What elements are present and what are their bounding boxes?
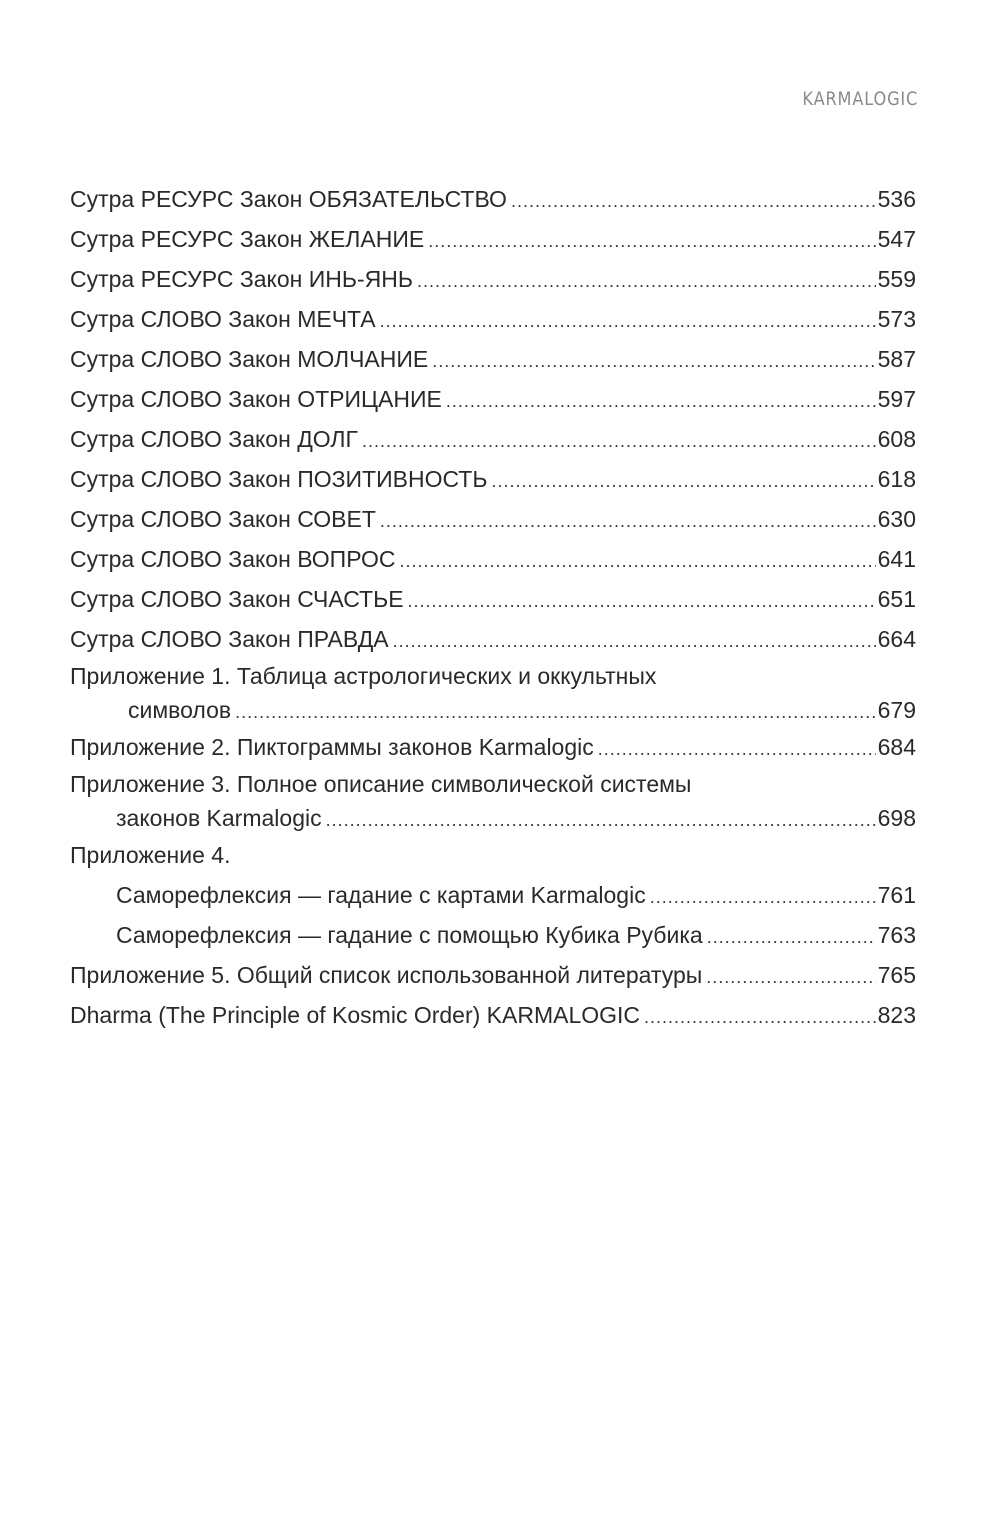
- dot-leader: [408, 581, 876, 621]
- toc-entry-label: Сутра СЛОВО Закон СОВЕТ: [70, 506, 376, 532]
- dot-leader: [235, 695, 876, 729]
- dot-leader: [362, 421, 876, 461]
- toc-entry-appendix-2[interactable]: [70, 727, 916, 767]
- toc-entry[interactable]: [70, 259, 916, 299]
- toc-entry-page: 684: [877, 734, 916, 760]
- toc-entry-label: Сутра СЛОВО Закон СЧАСТЬЕ: [70, 586, 404, 612]
- toc-entry-page: 698: [877, 805, 916, 831]
- toc-entry-page: 765: [877, 962, 916, 988]
- toc-entry[interactable]: [70, 219, 916, 259]
- toc-entry[interactable]: [70, 579, 916, 619]
- toc-entry-label-line1: Приложение 1. Таблица астрологических и оккультных: [70, 663, 657, 689]
- toc-entry-page: 763: [877, 922, 916, 948]
- dot-leader: [428, 221, 875, 261]
- toc-entry-label: Саморефлексия — гадание с помощью Кубика Рубика: [116, 922, 703, 948]
- toc-entry-label: Dharma (The Principle of Kosmic Order) KARMALOGIC: [70, 1002, 641, 1028]
- toc-entry-label: Сутра СЛОВО Закон ДОЛГ: [70, 426, 358, 452]
- toc-entry-appendix-1[interactable]: [70, 659, 916, 727]
- toc-entry-page: 608: [877, 426, 916, 452]
- toc-entry-page: 664: [877, 626, 916, 652]
- toc-entry-page: 573: [877, 306, 916, 332]
- toc-entry-appendix-4[interactable]: [70, 835, 916, 875]
- dot-leader: [491, 461, 875, 501]
- toc-entry-label: Сутра СЛОВО Закон ПОЗИТИВНОСТЬ: [70, 466, 488, 492]
- running-head: KARMALOGIC: [802, 88, 918, 110]
- toc-entry-label: Сутра СЛОВО Закон ПРАВДА: [70, 626, 389, 652]
- toc-entry-page: 559: [877, 266, 916, 292]
- dot-leader: [400, 541, 876, 581]
- dot-leader: [707, 917, 876, 957]
- toc-entry-label: Сутра СЛОВО Закон МОЛЧАНИЕ: [70, 346, 429, 372]
- dot-leader: [511, 181, 876, 221]
- toc-entry-label: Приложение 4.: [70, 842, 231, 868]
- dot-leader: [598, 729, 876, 769]
- toc-entry[interactable]: [70, 539, 916, 579]
- toc-entry[interactable]: [70, 299, 916, 339]
- toc-entry-label: Приложение 2. Пиктограммы законов Karmalogic: [70, 734, 594, 760]
- dot-leader: [380, 501, 876, 541]
- toc-entry[interactable]: [70, 339, 916, 379]
- toc-entry[interactable]: [70, 419, 916, 459]
- toc-subentry[interactable]: [70, 875, 916, 915]
- dot-leader: [644, 997, 876, 1037]
- toc-entry-label: Сутра РЕСУРС Закон ЖЕЛАНИЕ: [70, 226, 425, 252]
- toc-entry-page: 823: [877, 1002, 916, 1028]
- toc-entry-page: 587: [877, 346, 916, 372]
- toc-entry-label-line1: Приложение 3. Полное описание символической системы: [70, 771, 692, 797]
- toc-entry-label-line2: законов Karmalogic: [116, 805, 322, 831]
- toc-entry-label: Сутра СЛОВО Закон ОТРИЦАНИЕ: [70, 386, 442, 412]
- dot-leader: [380, 301, 876, 341]
- table-of-contents: [70, 179, 916, 1035]
- dot-leader: [393, 621, 876, 661]
- dot-leader: [650, 877, 876, 917]
- toc-entry-label: Приложение 5. Общий список использованной литературы: [70, 962, 703, 988]
- toc-entry-page: 679: [877, 697, 916, 723]
- toc-entry-page: 630: [877, 506, 916, 532]
- toc-entry[interactable]: [70, 179, 916, 219]
- toc-entry-page: 651: [877, 586, 916, 612]
- toc-entry-page: 761: [877, 882, 916, 908]
- toc-entry[interactable]: [70, 499, 916, 539]
- toc-entry-appendix-5[interactable]: [70, 955, 916, 995]
- toc-entry-label-line2: символов: [128, 697, 232, 723]
- toc-entry[interactable]: [70, 619, 916, 659]
- toc-entry[interactable]: [70, 379, 916, 419]
- toc-entry-label: Сутра СЛОВО Закон ВОПРОС: [70, 546, 396, 572]
- toc-entry-label: Сутра РЕСУРС Закон ОБЯЗАТЕЛЬСТВО: [70, 186, 507, 212]
- toc-entry-page: 618: [877, 466, 916, 492]
- toc-subentry[interactable]: [70, 915, 916, 955]
- dot-leader: [326, 803, 876, 837]
- dot-leader: [432, 341, 875, 381]
- toc-entry-appendix-3[interactable]: [70, 767, 916, 835]
- toc-entry-page: 536: [877, 186, 916, 212]
- toc-entry-page: 597: [877, 386, 916, 412]
- toc-entry-page: 547: [877, 226, 916, 252]
- toc-entry-page: 641: [877, 546, 916, 572]
- dot-leader: [446, 381, 876, 421]
- dot-leader: [417, 261, 876, 301]
- toc-entry-dharma[interactable]: [70, 995, 916, 1035]
- toc-entry-label: Сутра РЕСУРС Закон ИНЬ-ЯНЬ: [70, 266, 413, 292]
- toc-entry-label: Саморефлексия — гадание с картами Karmalogic: [116, 882, 646, 908]
- toc-entry[interactable]: [70, 459, 916, 499]
- toc-entry-label: Сутра СЛОВО Закон МЕЧТА: [70, 306, 376, 332]
- dot-leader: [706, 957, 875, 997]
